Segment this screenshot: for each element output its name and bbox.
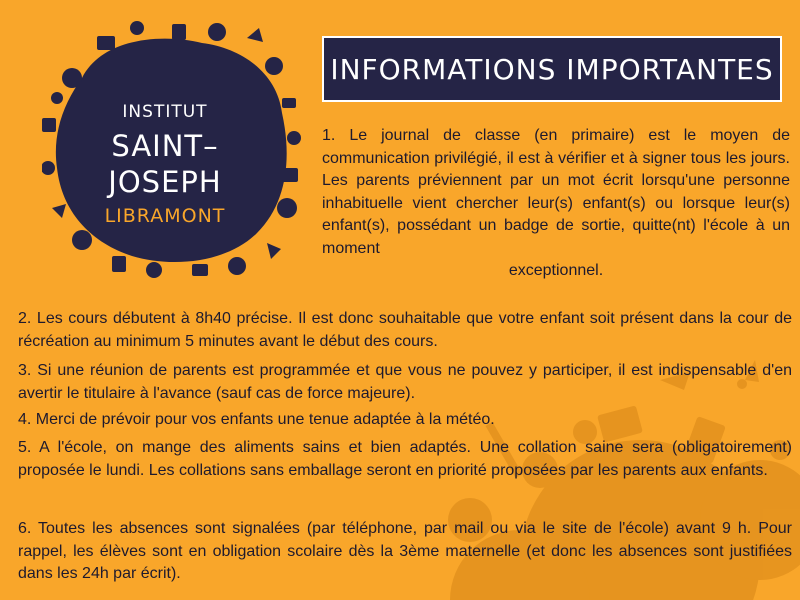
logo-text (60, 102, 270, 228)
page-title: INFORMATIONS IMPORTANTES (330, 52, 774, 86)
info-item-1 (322, 125, 790, 283)
logo-school-name: SAINT–JOSEPH (108, 129, 222, 199)
info-item-5: 5. A l'école, on mange des aliments sains et bien adaptés. Une collation saine sera (obligatoirement) proposée le lundi. Les collations sans emballage seront en priorité proposées par les parents aux enfants. (18, 439, 792, 479)
info-item-2: 2. Les cours débutent à 8h40 précise. Il est donc souhaitable que votre enfant soit présent dans la cour de récréation au minimum 5 minutes avant le début des cours. (18, 310, 792, 350)
info-item-3: 3. Si une réunion de parents est programmée et que vous ne pouvez y participer, il est indispensable d'en avertir le titulaire à l'avance (sauf cas de force majeure). (18, 362, 792, 402)
info-item-1-text: 1. Le journal de classe (en primaire) est le moyen de communication privilégié, il est à vérifier et à signer tous les jours. Les parents préviennent par un mot écrit lorsqu'une personne inhabituelle vient chercher leur(s) enfant(s) ou lorsque leur(s) enfant(s), possédant un badge de sortie, quitte(nt) l'école à un moment (322, 127, 790, 257)
info-item-4: 4. Merci de prévoir pour vos enfants une tenue adaptée à la météo. (18, 411, 495, 428)
title-banner (322, 36, 782, 102)
info-item-1-ending: exceptionnel. (508, 262, 604, 279)
logo-institut-label: INSTITUT (122, 102, 208, 122)
logo-city-label: LIBRAMONT (104, 205, 226, 227)
info-item-6: 6. Toutes les absences sont signalées (par téléphone, par mail ou via le site de l'école) avant 9 h. Pour rappel, les élèves sont en obligation scolaire dès la 3ème maternelle (et donc les absences sont justifiées dans les 24h par écrit). (18, 520, 792, 582)
